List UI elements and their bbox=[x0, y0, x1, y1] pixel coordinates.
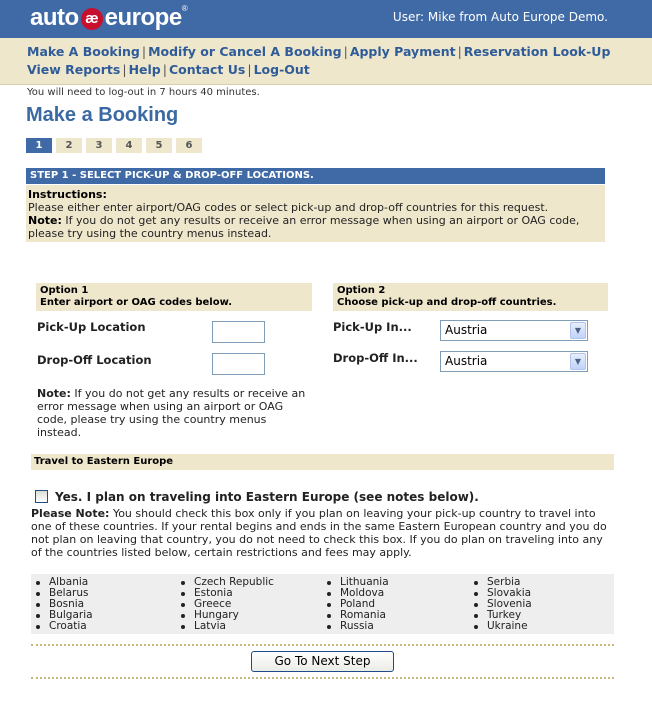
country-column bbox=[324, 577, 389, 632]
list-item: Belarus bbox=[33, 588, 93, 599]
option-2-title: Option 2 bbox=[337, 285, 386, 296]
nav-log-out[interactable]: Log-Out bbox=[253, 62, 310, 77]
list-item: Czech Republic bbox=[178, 577, 274, 588]
dropoff-country-value: Austria bbox=[445, 354, 488, 368]
option-1-note bbox=[37, 387, 307, 439]
option-1-title: Option 1 bbox=[40, 285, 89, 296]
nav-separator: | bbox=[141, 44, 147, 59]
eastern-europe-note-label: Please Note: bbox=[31, 507, 110, 520]
list-item: Slovakia bbox=[471, 588, 532, 599]
auto-europe-logo[interactable]: auto æ europe® bbox=[30, 4, 188, 31]
step-5[interactable]: 5 bbox=[146, 138, 172, 153]
list-item: Estonia bbox=[178, 588, 274, 599]
dropoff-location-input[interactable] bbox=[212, 353, 265, 375]
eastern-europe-note bbox=[31, 507, 616, 559]
eastern-europe-header: Travel to Eastern Europe bbox=[31, 454, 614, 470]
list-item: Turkey bbox=[471, 610, 532, 621]
list-item: Lithuania bbox=[324, 577, 389, 588]
list-item: Russia bbox=[324, 621, 389, 632]
list-item: Poland bbox=[324, 599, 389, 610]
list-item: Hungary bbox=[178, 610, 274, 621]
nav-separator: | bbox=[247, 62, 252, 77]
option-1-note-text: If you do not get any results or receive an error message when using an airport or OAG code, please try using the country menus instead. bbox=[37, 387, 306, 439]
pickup-location-input[interactable] bbox=[212, 321, 265, 343]
nav-reservation-lookup[interactable]: Reservation Look-Up bbox=[463, 44, 611, 59]
chevron-down-icon[interactable]: ▼ bbox=[570, 322, 586, 339]
country-list bbox=[31, 574, 614, 634]
list-item: Croatia bbox=[33, 621, 93, 632]
pickup-country-value: Austria bbox=[445, 323, 488, 337]
pickup-country-select[interactable] bbox=[440, 320, 588, 341]
list-item: Bosnia bbox=[33, 599, 93, 610]
next-step-button[interactable]: Go To Next Step bbox=[251, 651, 394, 672]
step-1[interactable]: 1 bbox=[26, 138, 52, 153]
eastern-europe-checkbox-label[interactable]: Yes. I plan on traveling into Eastern Europe (see notes below). bbox=[55, 490, 479, 504]
page-title: Make a Booking bbox=[26, 104, 179, 126]
step-6[interactable]: 6 bbox=[176, 138, 202, 153]
logout-timer-note: You will need to log-out in 7 hours 40 minutes. bbox=[27, 87, 260, 98]
site-header bbox=[0, 0, 652, 38]
option-1-header bbox=[36, 283, 312, 311]
list-item: Albania bbox=[33, 577, 93, 588]
nav-apply-payment[interactable]: Apply Payment bbox=[349, 44, 456, 59]
pickup-country-label: Pick-Up In... bbox=[333, 320, 412, 334]
nav-separator: | bbox=[122, 62, 127, 77]
pickup-location-label: Pick-Up Location bbox=[37, 320, 146, 334]
instructions-title: Instructions: bbox=[28, 188, 107, 201]
list-item: Moldova bbox=[324, 588, 389, 599]
option-2-subtitle: Choose pick-up and drop-off countries. bbox=[337, 297, 557, 308]
nav-view-reports[interactable]: View Reports bbox=[27, 62, 121, 77]
instructions-note-text: If you do not get any results or receive an error message when using an airport or OAG code, please try using the country menus instead. bbox=[28, 214, 580, 240]
nav-row-2 bbox=[27, 62, 310, 77]
nav-contact-us[interactable]: Contact Us bbox=[168, 62, 246, 77]
nav-modify-cancel-booking[interactable]: Modify or Cancel A Booking bbox=[148, 44, 342, 59]
step-header: STEP 1 - SELECT PICK-UP & DROP-OFF LOCATIONS. bbox=[26, 168, 605, 184]
instructions-note-label: Note: bbox=[28, 214, 62, 227]
step-indicator bbox=[26, 138, 206, 153]
dropoff-location-label: Drop-Off Location bbox=[37, 353, 152, 367]
list-item: Serbia bbox=[471, 577, 532, 588]
option-1-subtitle: Enter airport or OAG codes below. bbox=[40, 297, 233, 308]
list-item: Bulgaria bbox=[33, 610, 93, 621]
country-column bbox=[471, 577, 532, 632]
dotted-divider bbox=[31, 644, 614, 646]
list-item: Latvia bbox=[178, 621, 274, 632]
step-3[interactable]: 3 bbox=[86, 138, 112, 153]
option-1-note-label: Note: bbox=[37, 387, 71, 400]
step-4[interactable]: 4 bbox=[116, 138, 142, 153]
nav-separator: | bbox=[343, 44, 348, 59]
eastern-europe-note-text: You should check this box only if you plan on leaving your pick-up country to travel into one of these countries. If your rental begins and ends in the same Eastern European country and you do not plan on leaving that country, you do not need to check this box. If you do plan on traveling into any of the countries listed below, certain restrictions and fees may apply. bbox=[31, 507, 607, 559]
user-info: User: Mike from Auto Europe Demo. bbox=[392, 10, 608, 24]
dropoff-country-select[interactable] bbox=[440, 351, 588, 372]
list-item: Slovenia bbox=[471, 599, 532, 610]
list-item: Ukraine bbox=[471, 621, 532, 632]
nav-make-booking[interactable]: Make A Booking bbox=[27, 44, 140, 59]
step-2[interactable]: 2 bbox=[56, 138, 82, 153]
instructions-text: Please either enter airport/OAG codes or select pick-up and drop-off countries for this request. bbox=[28, 201, 549, 214]
list-item: Greece bbox=[178, 599, 274, 610]
dotted-divider bbox=[31, 677, 614, 679]
dropoff-country-label: Drop-Off In... bbox=[333, 351, 418, 365]
nav-separator: | bbox=[457, 44, 462, 59]
nav-row-1 bbox=[27, 44, 610, 59]
chevron-down-icon[interactable]: ▼ bbox=[570, 353, 586, 370]
eastern-europe-checkbox[interactable] bbox=[35, 490, 48, 503]
country-column bbox=[178, 577, 274, 632]
country-column bbox=[33, 577, 93, 632]
list-item: Romania bbox=[324, 610, 389, 621]
nav-help[interactable]: Help bbox=[128, 62, 161, 77]
instructions-box bbox=[26, 185, 605, 242]
option-2-header bbox=[333, 283, 608, 311]
nav-separator: | bbox=[162, 62, 167, 77]
